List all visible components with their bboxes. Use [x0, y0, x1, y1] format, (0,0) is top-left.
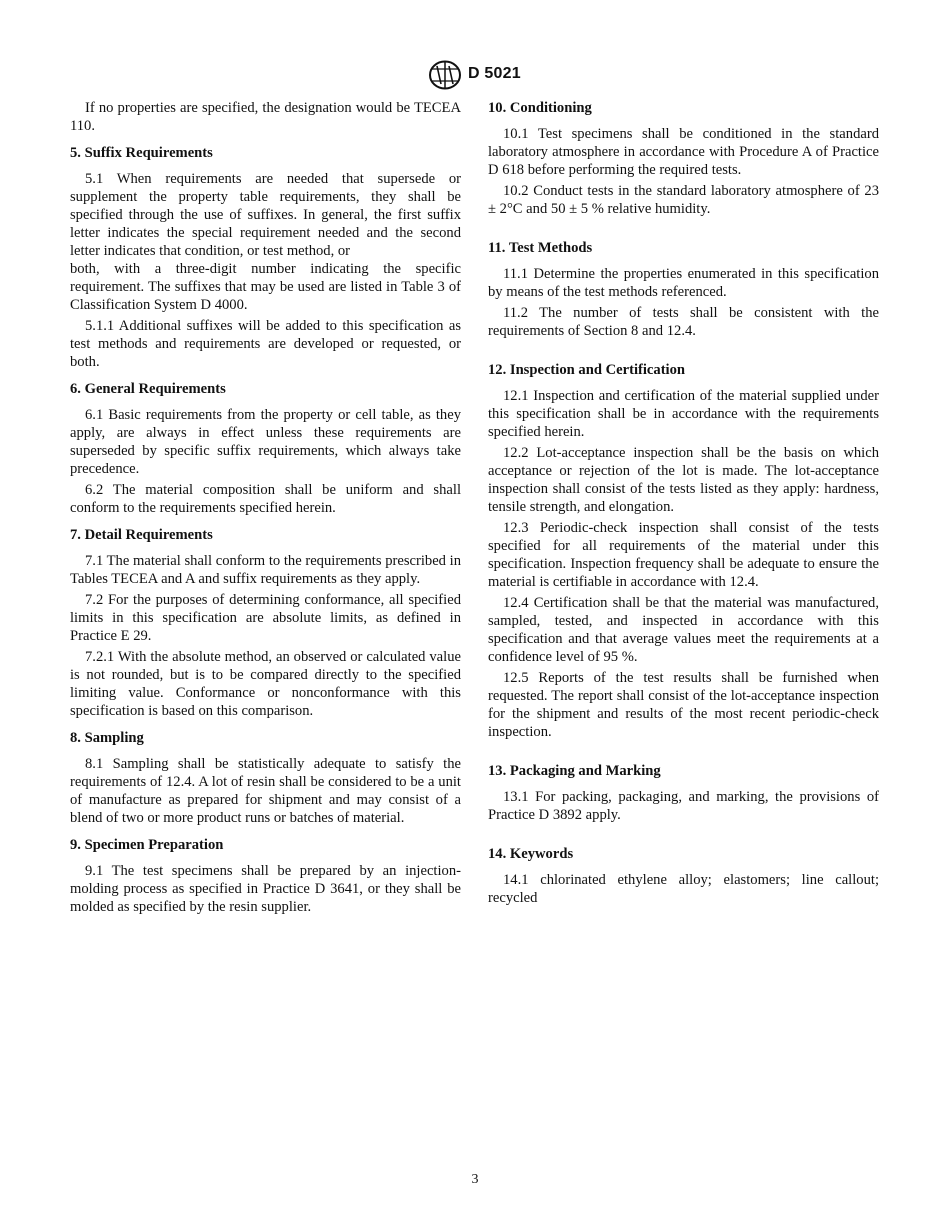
paragraph-6-1: 6.1 Basic requirements from the property or cell table, as they apply, are always in effect unless these requirements are superseded by specific suffix requirements, which always take precedence.: [70, 407, 461, 477]
paragraph-12-3: 12.3 Periodic-check inspection shall consist of the tests specified for all requirements of the material under this specification. Inspection frequency shall be adequate to ensure the material is certifiable in accordance with 12.4.: [488, 520, 879, 590]
paragraph-12-2: 12.2 Lot-acceptance inspection shall be the basis on which acceptance or rejection of the lot is made. The lot-acceptance inspection shall consist of the tests listed as they apply: hardness, tensile strength, and elongation.: [488, 445, 879, 515]
section-heading-13: 13. Packaging and Marking: [488, 763, 661, 779]
section-heading-14: 14. Keywords: [488, 846, 574, 862]
section-heading-5: 5. Suffix Requirements: [70, 145, 213, 161]
document-designation: D 5021: [468, 65, 521, 82]
left-column: [70, 99, 461, 919]
paragraph-6-2: 6.2 The material composition shall be uniform and shall conform to the requirements specified herein.: [70, 482, 461, 516]
paragraph-13-1: 13.1 For packing, packaging, and marking, the provisions of Practice D 3892 apply.: [488, 789, 879, 823]
paragraph: If no properties are specified, the designation would be TECEA 110.: [70, 100, 461, 134]
paragraph-8-1: 8.1 Sampling shall be statistically adequate to satisfy the requirements of 12.4. A lot of resin shall be considered to be a unit of manufacture as prepared for shipment and may consist of a blend of two or more product runs or batches of material.: [70, 756, 461, 826]
astm-logo-icon: [428, 60, 462, 90]
page-header: [0, 60, 950, 90]
paragraph-10-2: 10.2 Conduct tests in the standard laboratory atmosphere of 23 ± 2°C and 50 ± 5 % relative humidity.: [488, 183, 879, 217]
section-heading-9: 9. Specimen Preparation: [70, 837, 224, 853]
paragraph-7-1: 7.1 The material shall conform to the requirements prescribed in Tables TECEA and A and suffix requirements as they apply.: [70, 553, 461, 587]
paragraph-11-1: 11.1 Determine the properties enumerated in this specification by means of the test methods referenced.: [488, 266, 879, 300]
paragraph-12-5: 12.5 Reports of the test results shall be furnished when requested. The report shall consist of the lot-acceptance inspection for the shipment and results of the most recent periodic-check inspection.: [488, 670, 879, 740]
paragraph-7-2-1: 7.2.1 With the absolute method, an observed or calculated value is not rounded, but is to be compared directly to the specified limiting value. Conformance or nonconformance with this specification is based on this comparison.: [70, 649, 461, 719]
paragraph-5-1-1: 5.1.1 Additional suffixes will be added to this specification as test methods and requirements are developed or requested, or both.: [70, 318, 461, 370]
section-heading-8: 8. Sampling: [70, 730, 144, 746]
paragraph-10-1: 10.1 Test specimens shall be conditioned in the standard laboratory atmosphere in accordance with Procedure A of Practice D 618 before performing the required tests.: [488, 126, 879, 178]
section-heading-11: 11. Test Methods: [488, 240, 593, 256]
section-heading-12: 12. Inspection and Certification: [488, 362, 686, 378]
paragraph-7-2: 7.2 For the purposes of determining conformance, all specified limits in this specification are absolute limits, as defined in Practice E 29.: [70, 592, 461, 644]
section-heading-7: 7. Detail Requirements: [70, 527, 213, 543]
right-column: [488, 99, 879, 910]
paragraph-14-1: 14.1 chlorinated ethylene alloy; elastomers; line callout; recycled: [488, 872, 879, 906]
paragraph-12-1: 12.1 Inspection and certification of the material supplied under this specification shall be in accordance with the requirements specified herein.: [488, 388, 879, 440]
section-heading-10: 10. Conditioning: [488, 100, 592, 116]
paragraph-5-1: 5.1 When requirements are needed that supersede or supplement the property table requirements, they shall be specified through the use of suffixes. In general, the first suffix letter indicates the special requirement needed and the second letter indicates that condition, or test method, or: [70, 171, 461, 259]
page-number: 3: [471, 1172, 479, 1187]
paragraph-9-1: 9.1 The test specimens shall be prepared by an injection-molding process as specified in Practice D 3641, or they shall be molded as specified by the resin supplier.: [70, 863, 461, 915]
section-heading-6: 6. General Requirements: [70, 381, 226, 397]
paragraph-11-2: 11.2 The number of tests shall be consistent with the requirements of Section 8 and 12.4.: [488, 305, 879, 339]
paragraph-5-1-cont: both, with a three-digit number indicating the specific requirement. The suffixes that may be used are listed in Table 3 of Classification System D 4000.: [70, 261, 461, 313]
paragraph-12-4: 12.4 Certification shall be that the material was manufactured, sampled, tested, and inspected in accordance with this specification and that average values meet the requirements at a confidence level of 95 %.: [488, 595, 879, 665]
